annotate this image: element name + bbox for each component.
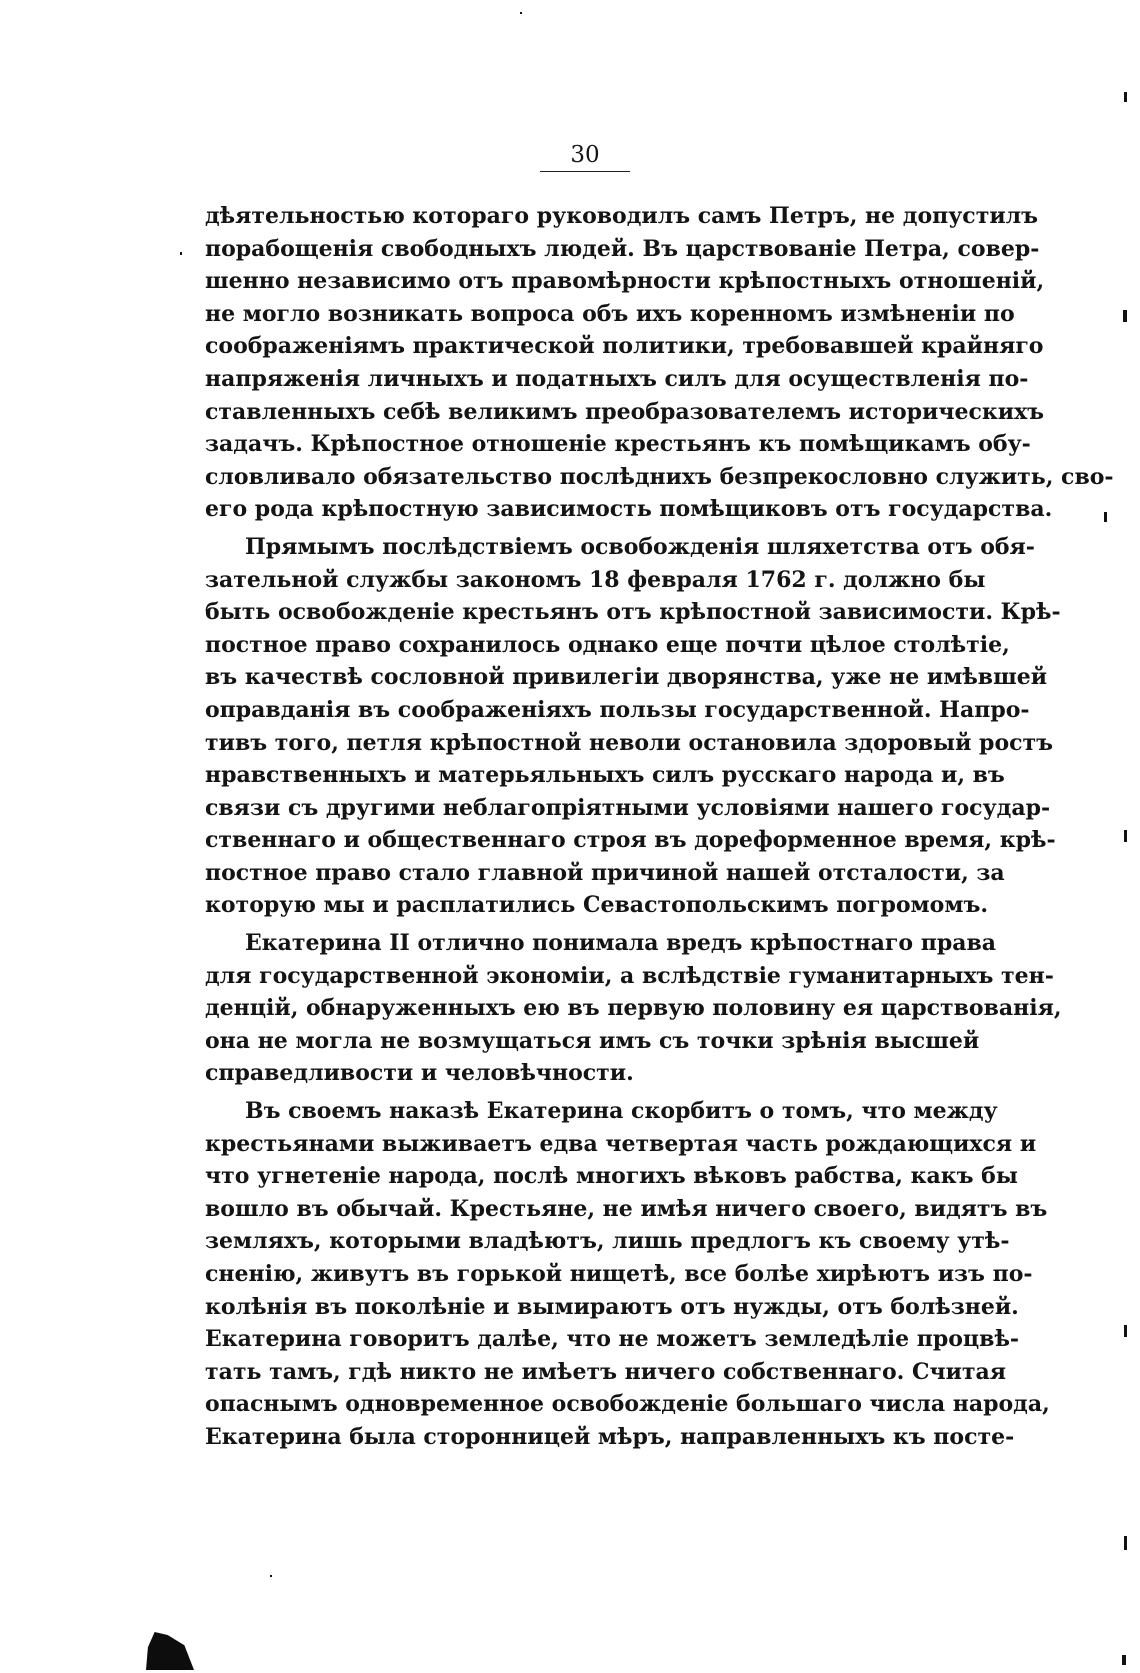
text-line: денцій, обнаруженныхъ ею въ первую половину ея царствованія, <box>205 995 1062 1022</box>
text-line: постное право сохранилось однако еще почти цѣлое столѣтіе, <box>205 631 1010 658</box>
text-line: нравственныхъ и матерьяльныхъ силъ русскаго народа и, въ <box>205 762 1005 789</box>
text-line: задачъ. Крѣпостное отношеніе крестьянъ къ помѣщикамъ обу- <box>205 431 1031 458</box>
text-line: Екатерина говоритъ далѣе, что не можетъ земледѣліе процвѣ- <box>205 1326 1020 1353</box>
scan-speck <box>180 252 182 255</box>
scan-speck <box>270 1575 272 1577</box>
text-line: сненію, живутъ въ горькой нищетѣ, все болѣе хирѣютъ изъ по- <box>205 1261 1033 1287</box>
text-line: шенно независимо отъ правомѣрности крѣпостныхъ отношеній, <box>205 268 1045 295</box>
text-line: постное право стало главной причиной нашей отсталости, за <box>205 859 1005 886</box>
text-line: Екатерина II отлично понимала вредъ крѣпостнаго права <box>245 930 997 957</box>
text-line: ставленныхъ себѣ великимъ преобразователемъ историческихъ <box>205 398 1045 425</box>
scan-speck <box>1122 1655 1126 1665</box>
text-line: дѣятельностью котораго руководилъ самъ Петръ, не допустилъ <box>205 203 1039 229</box>
paragraph <box>205 927 1062 1090</box>
text-line: что угнетеніе народа, послѣ многихъ вѣковъ рабства, какъ бы <box>205 1163 1018 1190</box>
text-line: быть освобожденіе крестьянъ отъ крѣпостной зависимости. Крѣ- <box>205 599 1061 626</box>
scan-speck <box>1124 1536 1127 1550</box>
paragraph <box>205 200 1114 526</box>
page-number: 30 <box>570 142 600 168</box>
scan-speck <box>1124 1325 1127 1337</box>
text-line: справедливости и человѣчности. <box>205 1060 634 1087</box>
text-line: которую мы и расплатились Севастопольскимъ погромомъ. <box>205 892 988 919</box>
paragraph <box>205 1095 1050 1454</box>
text-line: ственнаго и общественнаго строя въ дореформенное время, крѣ- <box>205 827 1056 854</box>
text-line: вошло въ обычай. Крестьяне, не имѣя ничего своего, видятъ въ <box>205 1195 1048 1222</box>
text-line: порабощенія свободныхъ людей. Въ царствованіе Петра, совер- <box>205 235 1040 262</box>
scan-speck <box>1124 830 1127 842</box>
text-line: связи съ другими неблагопріятными условіями нашего государ- <box>205 794 1051 821</box>
text-line: оправданія въ соображеніяхъ пользы государственной. Напро- <box>205 696 1030 723</box>
text-line: тивъ того, петля крѣпостной неволи остановила здоровый ростъ <box>205 729 1054 756</box>
text-line: зательной службы закономъ 18 февраля 1762 г. должно бы <box>205 566 986 593</box>
text-block <box>205 200 1114 1454</box>
text-line: его рода крѣпостную зависимость помѣщиковъ отъ государства. <box>205 496 1053 523</box>
text-line: земляхъ, которыми владѣютъ, лишь предлогъ къ своему утѣ- <box>205 1228 1010 1255</box>
text-line: крестьянами выживаетъ едва четвертая часть рождающихся и <box>205 1130 1037 1157</box>
scan-speck <box>520 12 522 14</box>
paragraph <box>205 531 1061 922</box>
text-line: Въ своемъ наказѣ Екатерина скорбитъ о томъ, что между <box>245 1098 998 1125</box>
text-line: не могло возникать вопроса объ ихъ коренномъ измѣненіи по <box>205 300 1015 327</box>
text-line: Екатерина была сторонницей мѣръ, направленныхъ къ посте- <box>205 1423 1015 1450</box>
text-line: словливало обязательство послѣднихъ безпрекословно служить, сво- <box>205 463 1114 490</box>
text-line: она не могла не возмущаться имъ съ точки зрѣнія высшей <box>205 1027 980 1054</box>
scan-blot <box>146 1632 194 1670</box>
text-line: Прямымъ послѣдствіемъ освобожденія шляхетства отъ обя- <box>245 533 1035 560</box>
text-line: тать тамъ, гдѣ никто не имѣетъ ничего собственнаго. Считая <box>205 1358 1007 1385</box>
scan-speck <box>1104 512 1107 522</box>
scan-speck <box>1124 92 1127 102</box>
text-line: соображеніямъ практической политики, требовавшей крайняго <box>205 333 1044 360</box>
page-number-rule <box>540 171 630 172</box>
text-line: напряженія личныхъ и податныхъ силъ для осуществленія по- <box>205 365 1029 392</box>
text-line: въ качествѣ сословной привилегіи дворянства, уже не имѣвшей <box>205 664 1048 691</box>
scan-speck <box>1123 310 1127 322</box>
text-line: колѣнія въ поколѣніе и вымираютъ отъ нужды, отъ болѣзней. <box>205 1293 1019 1320</box>
text-line: для государственной экономіи, а вслѣдствіе гуманитарныхъ тен- <box>205 962 1054 989</box>
text-line: опаснымъ одновременное освобожденіе большаго числа народа, <box>205 1391 1050 1418</box>
